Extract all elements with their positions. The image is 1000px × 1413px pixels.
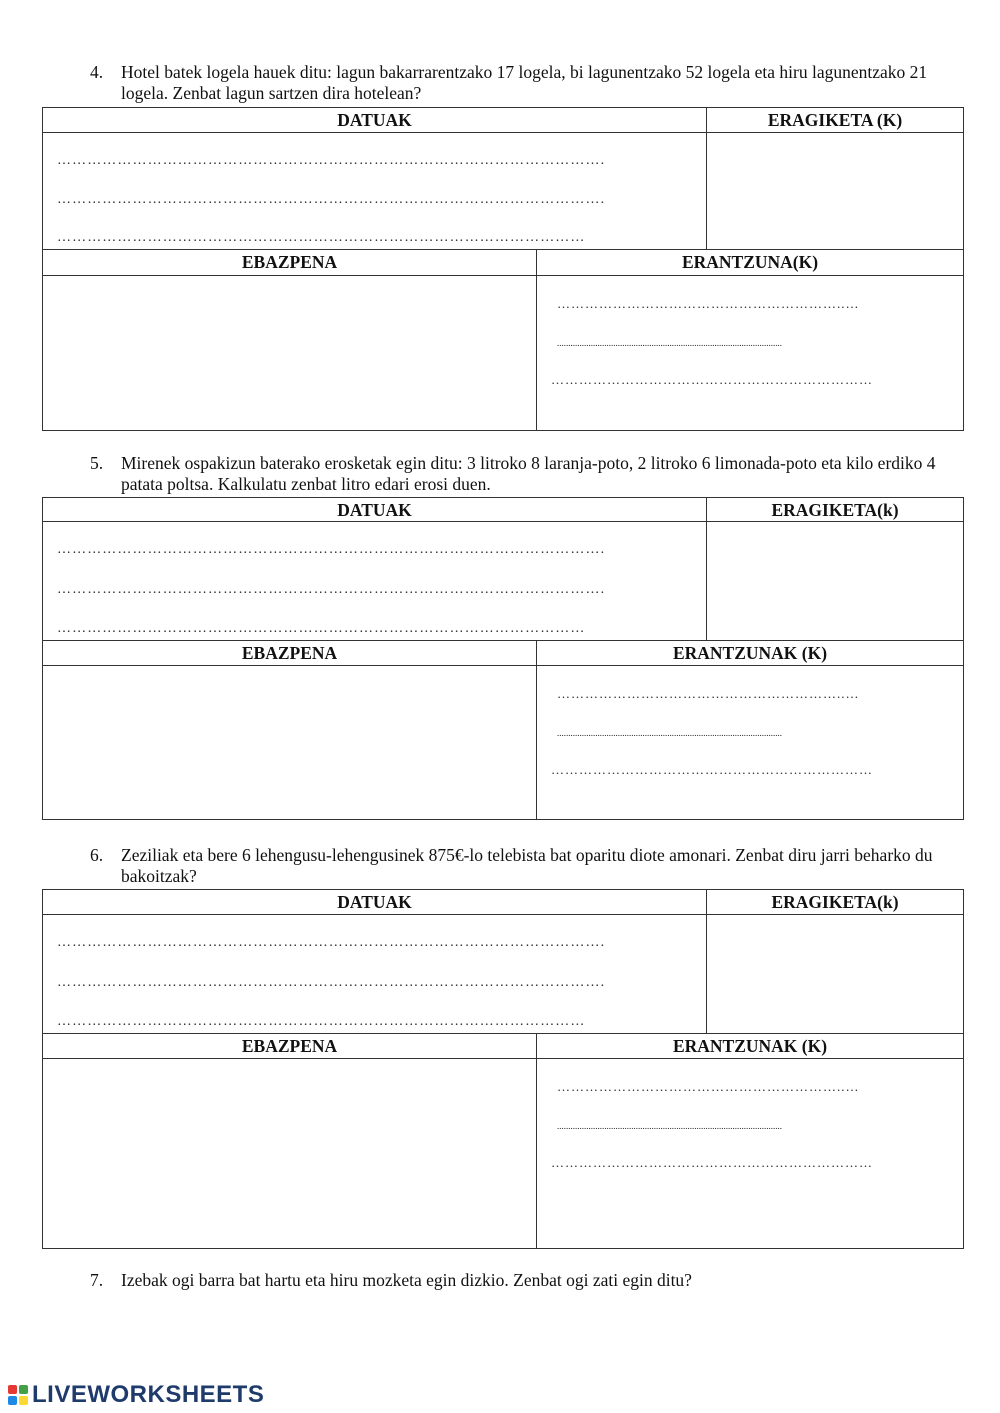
answer-line[interactable]: ……………………………………………………..… (557, 686, 860, 701)
liveworksheets-logo (8, 1380, 264, 1410)
answer-line[interactable]: …………………………………………………………… (551, 372, 873, 387)
ebazpena-area[interactable] (43, 1059, 536, 1248)
answer-line[interactable]: ………………………………………………………………………………………………. (57, 975, 606, 990)
problem-5-table (42, 497, 964, 820)
erantzuna-header: ERANTZUNAK (K) (536, 641, 963, 665)
answer-line[interactable]: .................................................................................................... (557, 728, 782, 738)
datuak-header: DATUAK (337, 892, 412, 912)
logo-icon (8, 1385, 28, 1405)
answer-line[interactable]: …………………………………………………………………………………………… (57, 621, 586, 636)
logo-square (19, 1385, 28, 1394)
ebazpena-area[interactable] (43, 276, 536, 430)
table-header-row (43, 641, 963, 666)
problem-4-table (42, 107, 964, 431)
answer-line[interactable]: …………………………………………………………………………………………… (57, 230, 586, 245)
answer-line[interactable]: ………………………………………………………………………………………………. (57, 582, 606, 597)
eragiketa-area[interactable] (706, 133, 963, 249)
answer-line[interactable]: …………………………………………………………… (551, 762, 873, 777)
datuak-row (43, 915, 963, 1034)
answer-line[interactable]: .................................................................................................... (557, 338, 782, 348)
answer-line[interactable]: ……………………………………………………..… (557, 296, 860, 311)
erantzuna-area[interactable] (536, 276, 963, 430)
table-header-row (43, 890, 963, 915)
table-header-row (43, 1034, 963, 1059)
answer-line[interactable]: ………………………………………………………………………………………………. (57, 935, 606, 950)
problem-text: Zeziliak eta bere 6 lehengusu-lehengusinek 875€-lo telebista bat oparitu diote amonari. Zenbat diru jarri beharko du bakoitzak? (121, 845, 933, 886)
ebazpena-row (43, 276, 963, 430)
erantzuna-header: ERANTZUNA(K) (536, 250, 963, 275)
table-header-row (43, 498, 963, 522)
ebazpena-header: EBAZPENA (241, 1036, 338, 1056)
erantzuna-area[interactable] (536, 1059, 963, 1248)
eragiketa-area[interactable] (706, 915, 963, 1033)
answer-line[interactable]: ………………………………………………………………………………………………. (57, 192, 606, 207)
answer-line[interactable]: ………………………………………………………………………………………………. (57, 153, 606, 168)
problem-6 (90, 845, 970, 887)
problem-7 (90, 1270, 970, 1291)
problem-text: Hotel batek logela hauek ditu: lagun bakarrarentzako 17 logela, bi lagunentzako 52 logela eta hiru lagunentzako 21 logela. Zenbat lagun sartzen dira hotelean? (121, 62, 928, 103)
datuak-area[interactable] (43, 522, 706, 640)
answer-line[interactable]: ………………………………………………………………………………………………. (57, 542, 606, 557)
answer-line[interactable]: .................................................................................................... (557, 1121, 782, 1131)
ebazpena-header: EBAZPENA (241, 643, 338, 663)
logo-square (8, 1396, 17, 1405)
erantzuna-header: ERANTZUNAK (K) (536, 1034, 963, 1058)
datuak-header: DATUAK (337, 500, 412, 520)
logo-square (19, 1396, 28, 1405)
problem-text: Mirenek ospakizun baterako erosketak egin ditu: 3 litroko 8 laranja-poto, 2 litroko 6 limonada-poto eta kilo erdiko 4 patata poltsa. Kalkulatu zenbat litro edari erosi duen. (121, 453, 936, 494)
answer-line[interactable]: ……………………………………………………..… (557, 1079, 860, 1094)
logo-square (8, 1385, 17, 1394)
problem-4 (90, 62, 970, 104)
problem-number: 7. (90, 1270, 104, 1290)
problem-number: 6. (90, 845, 104, 865)
problem-6-table (42, 889, 964, 1249)
ebazpena-header: EBAZPENA (241, 252, 338, 272)
answer-line[interactable]: …………………………………………………………………………………………… (57, 1014, 586, 1029)
eragiketa-area[interactable] (706, 522, 963, 640)
problem-text: Izebak ogi barra bat hartu eta hiru mozketa egin dizkio. Zenbat ogi zati egin ditu? (121, 1270, 692, 1290)
datuak-header: DATUAK (337, 110, 412, 130)
problem-5 (90, 453, 970, 495)
datuak-row (43, 522, 963, 641)
datuak-row (43, 133, 963, 250)
table-header-row (43, 250, 963, 276)
eragiketa-header: ERAGIKETA(k) (706, 890, 963, 914)
answer-line[interactable]: …………………………………………………………… (551, 1155, 873, 1170)
eragiketa-header: ERAGIKETA(k) (706, 498, 963, 521)
table-header-row (43, 108, 963, 133)
datuak-area[interactable] (43, 915, 706, 1033)
eragiketa-header: ERAGIKETA (K) (706, 108, 963, 132)
ebazpena-row (43, 666, 963, 819)
problem-number: 4. (90, 62, 104, 82)
ebazpena-area[interactable] (43, 666, 536, 819)
datuak-area[interactable] (43, 133, 706, 249)
problem-number: 5. (90, 453, 104, 473)
brand-name: LIVEWORKSHEETS (32, 1381, 265, 1408)
erantzuna-area[interactable] (536, 666, 963, 819)
ebazpena-row (43, 1059, 963, 1248)
